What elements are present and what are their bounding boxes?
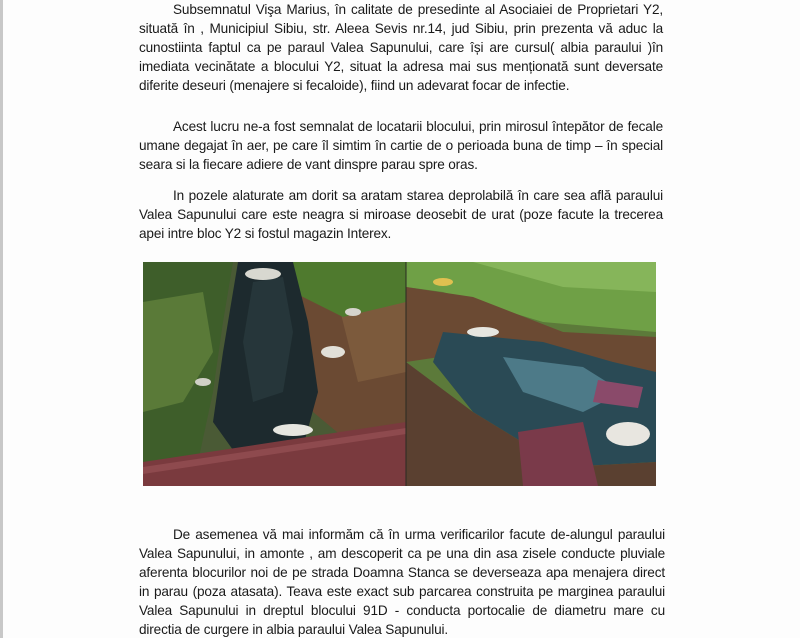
paragraph-photos-intro-text: In pozele alaturate am dorit sa aratam starea deprolabilă în care sea află paraului Valea Sapunului care este neagra si miroase deosebit de urat (poze facute la trecerea apei intre bloc Y2 si fostul magazin Interex. bbox=[139, 188, 663, 241]
paragraph-complaint-text: Acest lucru ne-a fost semnalat de locatarii blocului, prin mirosul întepător de fecale umane degajat în aer, pe care îl simtim în cartie de o perioada buna de timp – în special seara si la fiecare adiere de vant dinspre parau spre oras. bbox=[139, 119, 663, 172]
photo-left bbox=[143, 262, 406, 486]
page-edge bbox=[0, 0, 3, 638]
paragraph-intro bbox=[139, 0, 663, 95]
stream-photos bbox=[143, 262, 656, 486]
paragraph-photos-intro bbox=[139, 186, 663, 243]
paragraph-pipe-report bbox=[139, 525, 665, 639]
paragraph-complaint bbox=[139, 117, 663, 174]
paragraph-intro-text: Subsemnatul Vişa Marius, în calitate de presedinte al Asociaiei de Proprietari Y2, situată în , Municipiul Sibiu, str. Aleea Sevis nr.14, jud Sibiu, prin prezenta vă aduc la cunostiinta faptul ca pe paraul Valea Sapunului, care își are cursul( albia paraului )în imediata vecinătate a blocului Y2, situat la adresa mai sus menționată sunt deversate diferite deseuri (menajere si fecaloide), fiind un adevarat focar de infectie. bbox=[139, 2, 663, 93]
stream-photos-drawing bbox=[143, 262, 656, 486]
photo-right bbox=[406, 262, 656, 486]
paragraph-pipe-report-text: De asemenea vă mai informăm că în urma verificarilor facute de-alungul paraului Valea Sapunului, in amonte , am descoperit ca pe una din asa zisele conducte pluviale aferenta blocurilor noi de pe strada Doamna Stanca se deverseaza apa menajera direct in parau (poza atasata). Teava este exact sub parcarea construita pe marginea paraului Valea Sapunului in dreptul blocului 91D - conducta portocalie de diametru mare cu directia de curgere in albia paraului Valea Sapunului. bbox=[139, 527, 665, 637]
